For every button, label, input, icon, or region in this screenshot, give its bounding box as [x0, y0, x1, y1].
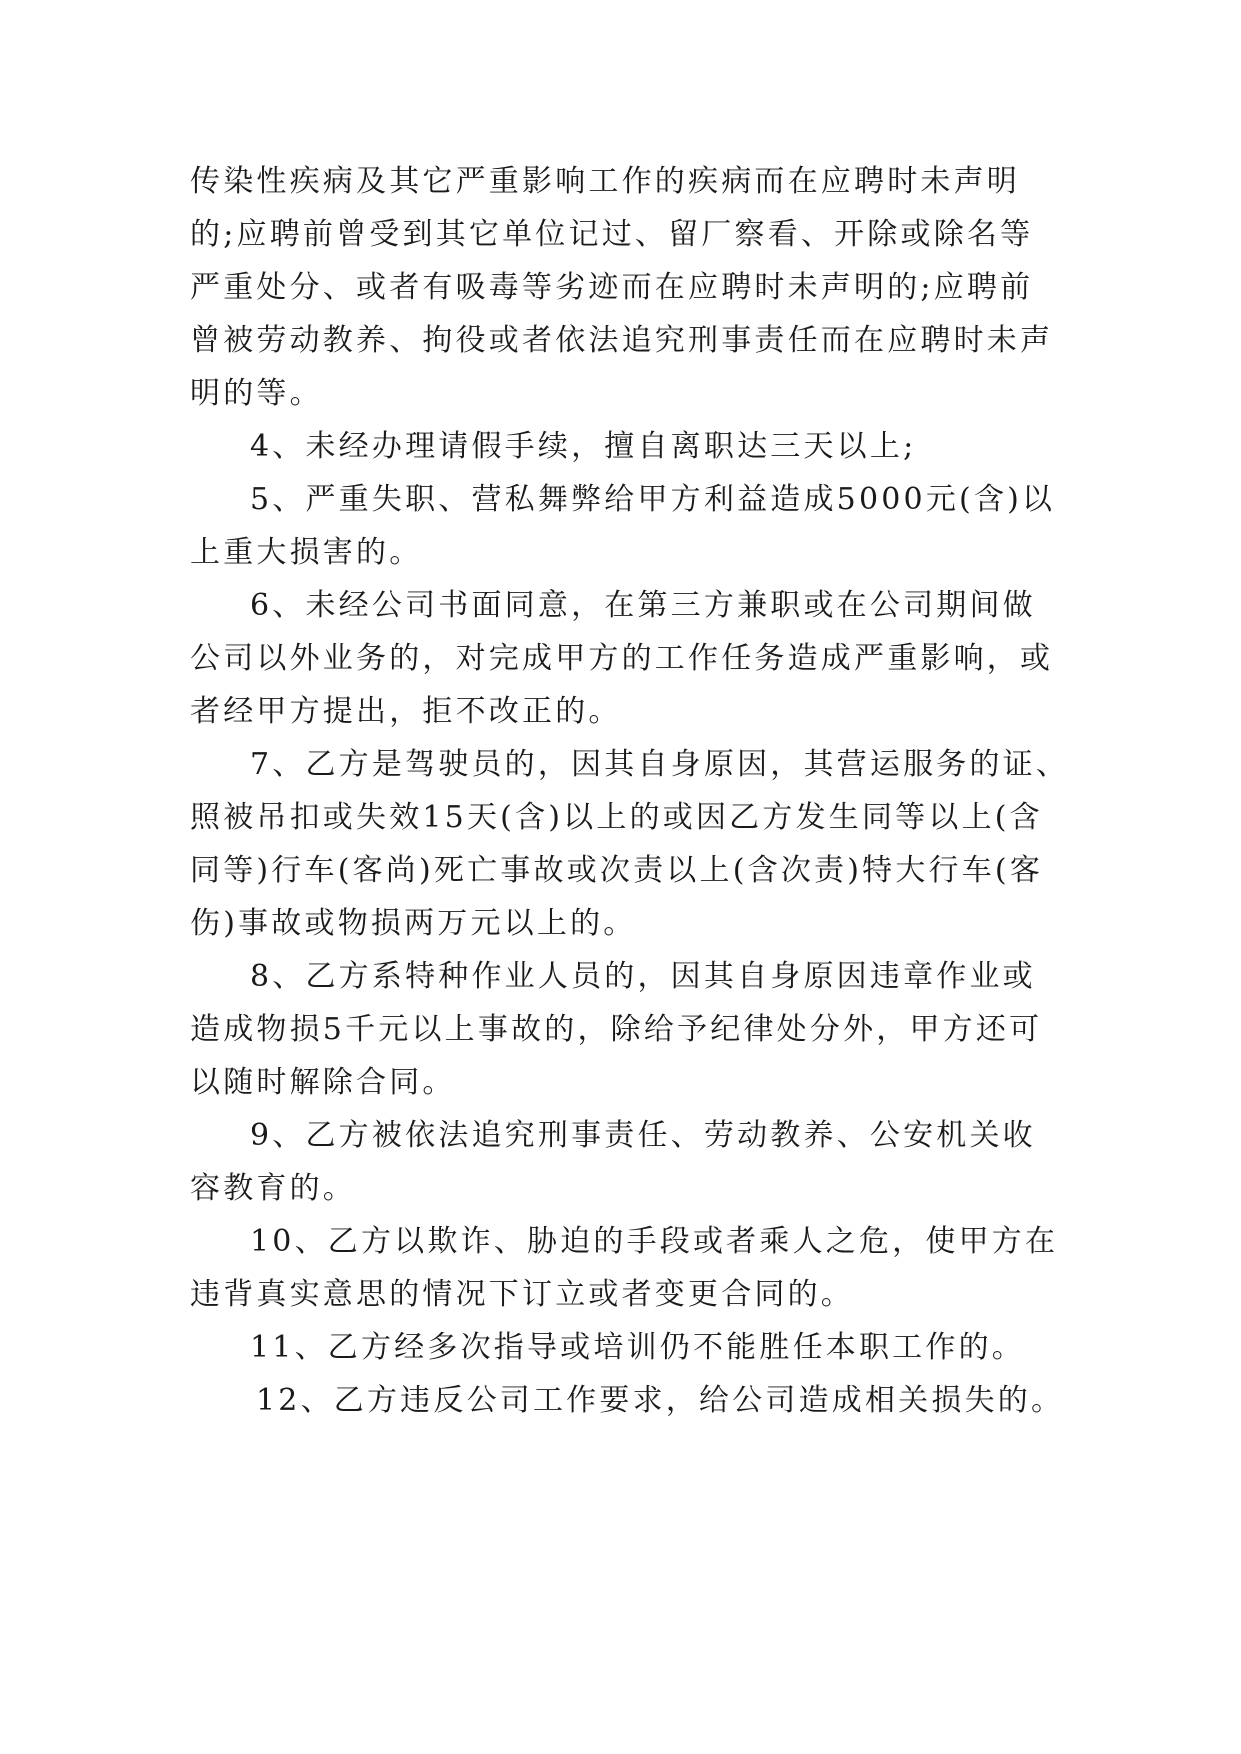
clause-5: 5、严重失职、营私舞弊给甲方利益造成5000元(含)以: [250, 482, 1056, 517]
text-line: 的;应聘前曾受到其它单位记过、留厂察看、开除或除名等: [190, 217, 1034, 252]
clause-11: 11、乙方经多次指导或培训仍不能胜任本职工作的。: [250, 1330, 1025, 1365]
clause-8: 8、乙方系特种作业人员的，因其自身原因违章作业或: [250, 959, 1036, 994]
text-line: 严重处分、或者有吸毒等劣迹而在应聘时未声明的;应聘前: [190, 270, 1034, 305]
text-line: 传染性疾病及其它严重影响工作的疾病而在应聘时未声明: [190, 164, 1020, 199]
text-line: 曾被劳动教养、拘役或者依法追究刑事责任而在应聘时未声: [190, 323, 1054, 358]
text-line: 上重大损害的。: [190, 535, 423, 570]
text-line: 违背真实意思的情况下订立或者变更合同的。: [190, 1277, 854, 1312]
text-line: 伤)事故或物损两万元以上的。: [190, 906, 637, 941]
clause-6: 6、未经公司书面同意，在第三方兼职或在公司期间做: [250, 588, 1036, 623]
clause-7: 7、乙方是驾驶员的，因其自身原因，其营运服务的证、: [250, 747, 1070, 782]
text-line: 照被吊扣或失效15天(含)以上的或因乙方发生同等以上(含: [190, 800, 1043, 835]
text-line: 公司以外业务的，对完成甲方的工作任务造成严重影响，或: [190, 641, 1054, 676]
text-line: 同等)行车(客尚)死亡事故或次责以上(含次责)特大行车(客: [190, 853, 1044, 888]
text-line: 者经甲方提出，拒不改正的。: [190, 694, 622, 729]
text-line: 明的等。: [190, 376, 323, 411]
clause-10: 10、乙方以欺诈、胁迫的手段或者乘人之危，使甲方在: [250, 1224, 1059, 1259]
text-line: 造成物损5千元以上事故的，除给予纪律处分外，甲方还可: [190, 1012, 1043, 1047]
text-line: 容教育的。: [190, 1171, 356, 1206]
clause-12: 12、乙方违反公司工作要求，给公司造成相关损失的。: [256, 1383, 1065, 1418]
text-line: 以随时解除合同。: [190, 1065, 456, 1100]
clause-4: 4、未经办理请假手续，擅自离职达三天以上;: [250, 429, 917, 464]
clause-9: 9、乙方被依法追究刑事责任、劳动教养、公安机关收: [250, 1118, 1036, 1153]
